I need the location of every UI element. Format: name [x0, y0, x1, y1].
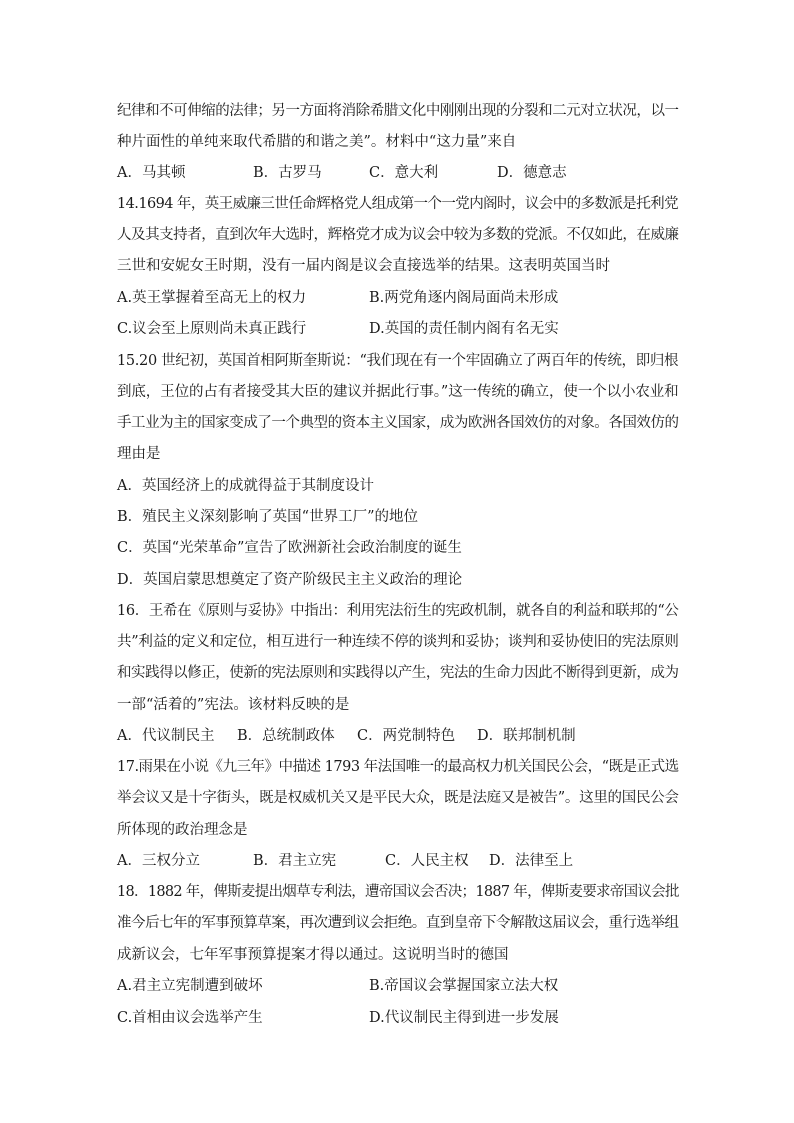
q17-stem: 举会议又是十字街头，既是权威机关又是平民大众，既是法庭又是被告”。这里的国民公会 [117, 790, 679, 806]
q15-option-c: C．英国“光荣革命”宣告了欧洲新社会政治制度的诞生 [117, 540, 462, 556]
q16-stem: 16．王希在《原则与妥协》中指出：利用宪法衍生的宪政机制，就各自的利益和联邦的“公 [117, 603, 679, 619]
q14-stem: 人及其支持者，直到次年大选时，辉格党才成为议会中较为多数的党派。不仅如此，在威廉 [117, 227, 679, 243]
q15-stem: 手工业为主的国家变成了一个典型的资本主义国家，成为欧洲各国效仿的对象。各国效仿的 [117, 415, 679, 431]
text-line: 种片面性的单纯来取代希腊的和谐之美”。材料中“这力量”来自 [117, 134, 517, 150]
q17-stem: 17.雨果在小说《九三年》中描述 1793 年法国唯一的最高权力机关国民公会，“既是正式选 [117, 759, 679, 775]
q16-option-d: D．联邦制机制 [477, 728, 576, 744]
q18-stem: 成新议会，七年军事预算提案才得以通过。这说明当时的德国 [117, 947, 509, 963]
q16-option-a: A．代议制民主 [117, 728, 215, 744]
q16-stem: 一部“活着的”宪法。该材料反映的是 [117, 697, 350, 713]
q15-stem: 15.20 世纪初，英国首相阿斯奎斯说：“我们现在有一个牢固确立了两百年的传统，即归根 [117, 353, 679, 369]
q16-stem: 共”利益的定义和定位，相互进行一种连续不停的谈判和妥协；谈判和妥协使旧的宪法原则 [117, 634, 679, 650]
q18-option-d: D.代议制民主得到进一步发展 [369, 1010, 559, 1026]
q14-option-c: C.议会至上原则尚未真正践行 [117, 321, 307, 337]
q16-option-b: B．总统制政体 [237, 728, 335, 744]
q18-option-c: C.首相由议会选举产生 [117, 1010, 263, 1026]
q18-stem: 18．1882 年，俾斯麦提出烟草专利法，遭帝国议会否决；1887 年，俾斯麦要求帝国议会批 [117, 884, 679, 900]
q17-stem: 所体现的政治理念是 [117, 822, 248, 838]
q15-option-b: B．殖民主义深刻影响了英国“世界工厂”的地位 [117, 509, 418, 525]
q13-option-c: C．意大利 [369, 165, 439, 181]
q13-option-a: A．马其顿 [117, 165, 186, 181]
q18-stem: 准今后七年的军事预算草案，再次遭到议会拒绝。直到皇帝下令解散这届议会，重行选举组 [117, 915, 679, 931]
q17-option-b: B．君主立宪 [253, 853, 337, 869]
q16-stem: 和实践得以修正，使新的宪法原则和实践得以产生，宪法的生命力因此不断得到更新，成为 [117, 665, 679, 681]
q15-stem: 理由是 [117, 446, 161, 462]
q15-option-a: A．英国经济上的成就得益于其制度设计 [117, 478, 374, 494]
q16-option-c: C．两党制特色 [357, 728, 456, 744]
text-line: 纪律和不可伸缩的法律；另一方面将消除希腊文化中刚刚出现的分裂和二元对立状况，以一 [117, 103, 679, 119]
q14-option-a: A.英王掌握着至高无上的权力 [117, 290, 307, 306]
q14-option-b: B.两党角逐内阁局面尚未形成 [369, 290, 559, 306]
q14-stem: 14.1694 年，英王威廉三世任命辉格党人组成第一个一党内阁时，议会中的多数派是托利党 [117, 196, 678, 212]
q17-option-a: A．三权分立 [117, 853, 200, 869]
q15-stem: 到底，王位的占有者接受其大臣的建议并据此行事。”这一传统的确立，使一个以小农业和 [117, 384, 679, 400]
q17-option-d: D．法律至上 [489, 853, 574, 869]
q14-stem: 三世和安妮女王时期，没有一届内阁是议会直接选举的结果。这表明英国当时 [117, 258, 610, 274]
q14-option-d: D.英国的责任制内阁有名无实 [369, 321, 559, 337]
q18-option-b: B.帝国议会掌握国家立法大权 [369, 978, 559, 994]
q18-option-a: A.君主立宪制遭到破坏 [117, 978, 263, 994]
q15-option-d: D．英国启蒙思想奠定了资产阶级民主主义政治的理论 [117, 572, 463, 588]
q17-option-c: C．人民主权 [385, 853, 469, 869]
q13-option-d: D．德意志 [497, 165, 567, 181]
q13-option-b: B．古罗马 [253, 165, 322, 181]
